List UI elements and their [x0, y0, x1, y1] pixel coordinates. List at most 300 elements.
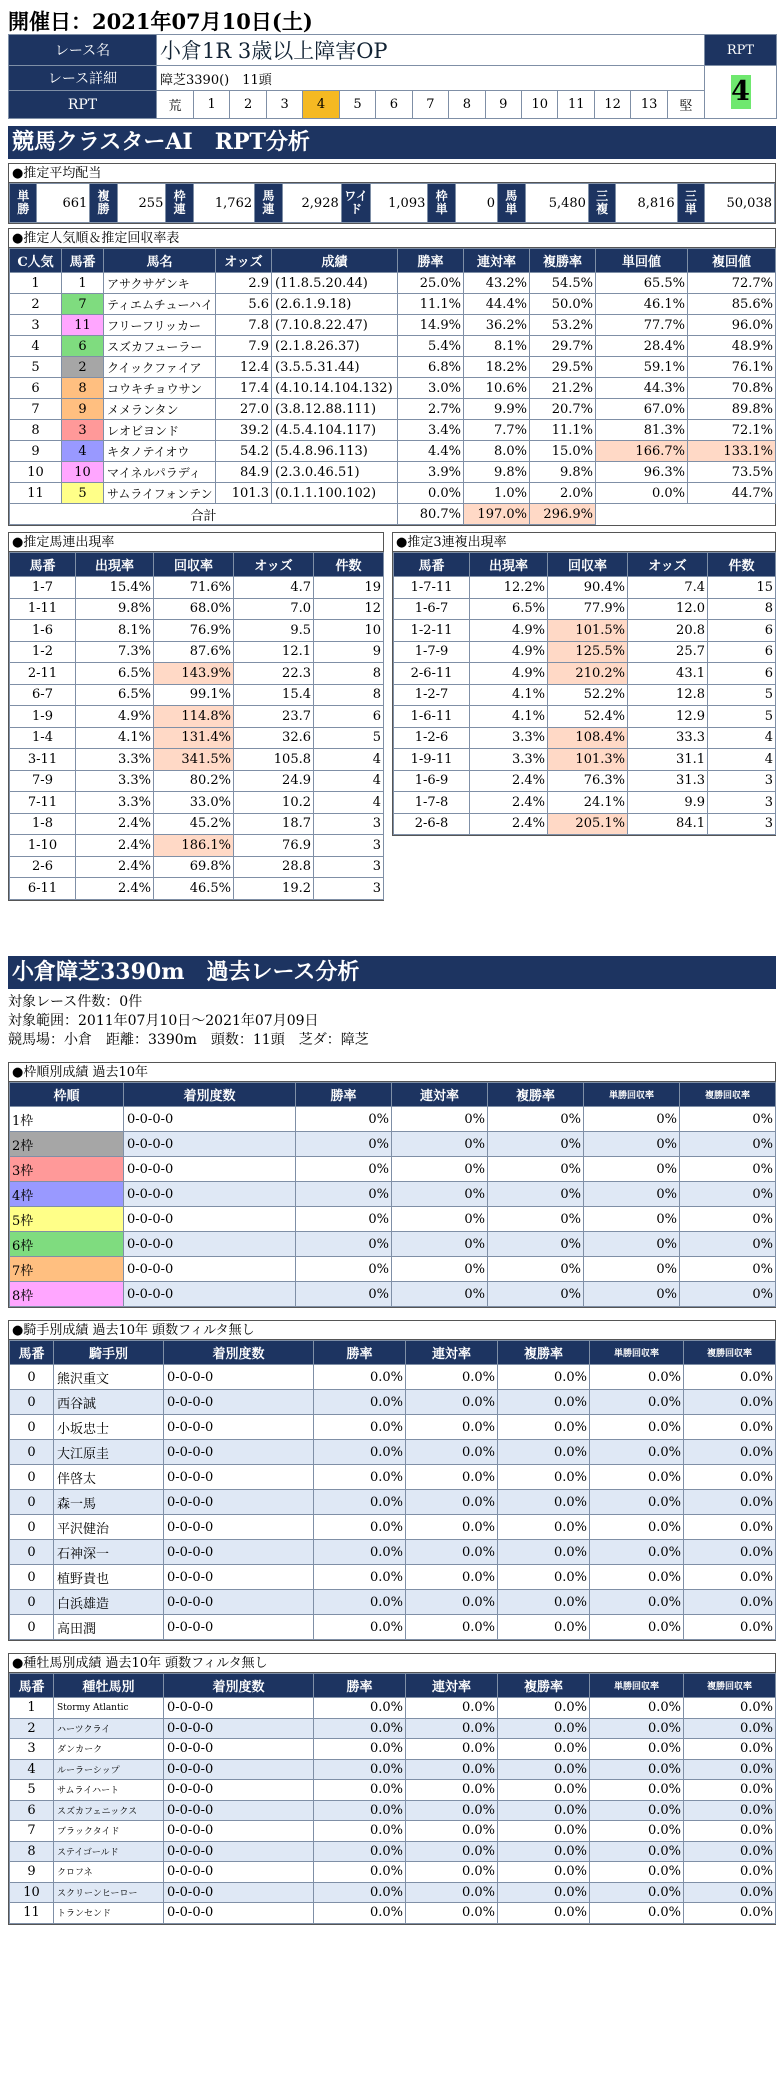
waku-cell: 2枠 — [10, 1132, 124, 1157]
stat-cell: 0.0% — [590, 1698, 684, 1719]
combo-cell: 205.1% — [548, 813, 628, 835]
combo-row — [10, 749, 384, 771]
column-header: 件数 — [708, 553, 776, 577]
column-header: C人気 — [10, 249, 62, 273]
rpt-label: RPT — [9, 91, 157, 119]
popularity-cell: 77.7% — [596, 315, 688, 336]
stat-cell: 0.0% — [406, 1841, 498, 1862]
waku-cell: 0% — [680, 1207, 776, 1232]
combo-cell: 9.5 — [234, 620, 314, 642]
column-header: 単勝回収率 — [590, 1674, 684, 1698]
combo-cell: 8 — [314, 663, 384, 685]
combo-cell: 24.9 — [234, 770, 314, 792]
column-header: 種牡馬別 — [54, 1674, 164, 1698]
popularity-row — [10, 462, 776, 483]
stat-cell: ダンカーク — [54, 1739, 164, 1760]
waku-cell: 0% — [296, 1107, 392, 1132]
popularity-table — [9, 248, 776, 525]
combo-cell: 76.9 — [234, 835, 314, 857]
popularity-cell: 7.9 — [216, 336, 272, 357]
stat-cell: 0.0% — [314, 1540, 406, 1565]
stat-cell: 0.0% — [684, 1565, 776, 1590]
combo-cell: 2-6-8 — [394, 813, 470, 835]
popularity-cell: 7 — [62, 294, 104, 315]
rpt-cell: 2 — [230, 91, 266, 118]
combo-row — [10, 856, 384, 878]
stat-cell: 0.0% — [314, 1465, 406, 1490]
combo-cell: 3.3% — [76, 792, 154, 814]
stat-cell: 0.0% — [590, 1780, 684, 1801]
stat-cell: 0.0% — [684, 1490, 776, 1515]
popularity-cell: 85.6% — [688, 294, 776, 315]
stat-cell: 0 — [10, 1365, 54, 1390]
payout-key: 馬単 — [498, 184, 525, 223]
info-course: 競馬場：小倉 距離：3390m 頭数：11頭 芝ダ：障芝 — [8, 1032, 369, 1048]
stat-cell: 0.0% — [498, 1415, 590, 1440]
waku-cell: 0% — [488, 1107, 584, 1132]
stat-row — [10, 1590, 776, 1615]
combo-row — [394, 792, 776, 814]
column-header: 馬番 — [10, 1341, 54, 1365]
rpt-value: 4 — [731, 76, 750, 107]
stat-cell: 0.0% — [406, 1903, 498, 1924]
rpt-box-label: RPT — [705, 35, 777, 66]
combo-cell: 2.4% — [76, 813, 154, 835]
column-header: 単回値 — [596, 249, 688, 273]
popularity-cell: 73.5% — [688, 462, 776, 483]
stat-cell: ブラックタイド — [54, 1821, 164, 1842]
combo-cell: 23.7 — [234, 706, 314, 728]
popularity-cell: 3 — [62, 420, 104, 441]
stat-row — [10, 1862, 776, 1883]
popularity-cell: 48.9% — [688, 336, 776, 357]
stat-cell: 0-0-0-0 — [164, 1862, 314, 1883]
waku-cell: 0-0-0-0 — [124, 1207, 296, 1232]
stat-cell: 0-0-0-0 — [164, 1903, 314, 1924]
combo-cell: 3 — [314, 835, 384, 857]
combo-cell: 76.3% — [548, 770, 628, 792]
waku-table — [9, 1082, 776, 1307]
combo-cell: 6 — [708, 620, 776, 642]
stat-cell: 0.0% — [406, 1515, 498, 1540]
popularity-cell: 21.2% — [530, 378, 596, 399]
combo-cell: 45.2% — [154, 813, 234, 835]
combo-cell: 3 — [708, 770, 776, 792]
combo-cell: 114.8% — [154, 706, 234, 728]
popularity-row — [10, 315, 776, 336]
waku-cell: 3枠 — [10, 1157, 124, 1182]
column-header: 複勝回収率 — [684, 1341, 776, 1365]
popularity-cell: 29.7% — [530, 336, 596, 357]
stat-cell: 0.0% — [498, 1698, 590, 1719]
stat-cell: 0.0% — [590, 1490, 684, 1515]
stat-row — [10, 1800, 776, 1821]
combo-cell: 186.1% — [154, 835, 234, 857]
stat-cell: 0.0% — [590, 1440, 684, 1465]
popularity-cell: 96.0% — [688, 315, 776, 336]
popularity-cell: (5.4.8.96.113) — [272, 441, 398, 462]
waku-cell: 6枠 — [10, 1232, 124, 1257]
combo-cell: 1-7-9 — [394, 641, 470, 663]
stat-cell: スクリーンヒーロー — [54, 1882, 164, 1903]
popularity-cell: キタノテイオウ — [104, 441, 216, 462]
stat-cell: 0.0% — [314, 1759, 406, 1780]
stat-cell: 0-0-0-0 — [164, 1821, 314, 1842]
waku-row — [10, 1282, 776, 1307]
popularity-cell: 4.4% — [398, 441, 464, 462]
combo-cell: 1-2-7 — [394, 684, 470, 706]
stat-cell: ステイゴールド — [54, 1841, 164, 1862]
stat-cell: 0.0% — [406, 1882, 498, 1903]
combo-cell: 52.4% — [548, 706, 628, 728]
popularity-row — [10, 273, 776, 294]
stat-cell: 0.0% — [498, 1440, 590, 1465]
popularity-cell: (2.6.1.9.18) — [272, 294, 398, 315]
popularity-row — [10, 378, 776, 399]
stat-cell: 0.0% — [498, 1862, 590, 1883]
waku-row — [10, 1182, 776, 1207]
popularity-cell: 43.2% — [464, 273, 530, 294]
umaren-box — [8, 532, 384, 901]
stat-cell: 0-0-0-0 — [164, 1540, 314, 1565]
stat-cell: 0.0% — [314, 1440, 406, 1465]
total-cell: 80.7% — [398, 504, 464, 525]
column-header: 連対率 — [406, 1341, 498, 1365]
combo-cell: 4 — [708, 727, 776, 749]
stat-cell: 0-0-0-0 — [164, 1490, 314, 1515]
combo-row — [10, 813, 384, 835]
popularity-cell: 27.0 — [216, 399, 272, 420]
combo-cell: 31.3 — [628, 770, 708, 792]
stat-cell: 0.0% — [406, 1739, 498, 1760]
stat-cell: スズカフェニックス — [54, 1800, 164, 1821]
popularity-row — [10, 420, 776, 441]
waku-cell: 0% — [584, 1282, 680, 1307]
waku-cell: 0% — [488, 1182, 584, 1207]
combo-row — [10, 792, 384, 814]
combo-row — [394, 577, 776, 599]
combo-cell: 99.1% — [154, 684, 234, 706]
combo-cell: 101.3% — [548, 749, 628, 771]
column-header: 勝率 — [314, 1674, 406, 1698]
popularity-cell: 10 — [10, 462, 62, 483]
waku-cell: 0% — [488, 1207, 584, 1232]
stat-cell: 0-0-0-0 — [164, 1465, 314, 1490]
combo-row — [10, 620, 384, 642]
popularity-cell: 3.0% — [398, 378, 464, 399]
waku-cell: 0-0-0-0 — [124, 1182, 296, 1207]
column-header: 馬番 — [394, 553, 470, 577]
payout-key: 馬連 — [255, 184, 282, 223]
popularity-cell: 29.5% — [530, 357, 596, 378]
total-empty — [596, 504, 776, 525]
stat-cell: 0.0% — [684, 1415, 776, 1440]
popularity-cell: 9 — [10, 441, 62, 462]
stat-cell: 0.0% — [684, 1718, 776, 1739]
waku-cell: 0% — [392, 1257, 488, 1282]
stat-cell: 0-0-0-0 — [164, 1515, 314, 1540]
stat-row — [10, 1440, 776, 1465]
popularity-cell: (0.1.1.100.102) — [272, 483, 398, 504]
column-header: 複勝回収率 — [680, 1083, 776, 1107]
combo-cell: 9 — [314, 641, 384, 663]
stat-cell: 0.0% — [314, 1718, 406, 1739]
combo-cell: 2.4% — [470, 770, 548, 792]
column-header: 成績 — [272, 249, 398, 273]
waku-cell: 0% — [680, 1257, 776, 1282]
popularity-cell: 2.7% — [398, 399, 464, 420]
waku-cell: 0% — [680, 1107, 776, 1132]
stat-cell: 0.0% — [406, 1718, 498, 1739]
popularity-cell: 12.4 — [216, 357, 272, 378]
stat-row — [10, 1821, 776, 1842]
payout-key: 複勝 — [90, 184, 117, 223]
combo-row — [394, 641, 776, 663]
stat-cell: 5 — [10, 1780, 54, 1801]
popularity-cell: (3.5.5.31.44) — [272, 357, 398, 378]
popularity-cell: 36.2% — [464, 315, 530, 336]
popularity-title: ●推定人気順＆推定回収率表 — [9, 229, 775, 248]
combo-cell: 6 — [708, 663, 776, 685]
waku-row — [10, 1132, 776, 1157]
combo-cell: 2-6-11 — [394, 663, 470, 685]
stat-cell: 0.0% — [590, 1862, 684, 1883]
combo-row — [394, 749, 776, 771]
popularity-row — [10, 357, 776, 378]
stat-cell: サムライハート — [54, 1780, 164, 1801]
stat-cell: 0.0% — [684, 1698, 776, 1719]
column-header: 回収率 — [548, 553, 628, 577]
stat-row — [10, 1565, 776, 1590]
waku-cell: 0% — [488, 1282, 584, 1307]
payout-value: 2,928 — [282, 184, 341, 223]
waku-cell: 0% — [584, 1107, 680, 1132]
stat-cell: 0.0% — [684, 1780, 776, 1801]
popularity-box — [8, 228, 776, 526]
waku-cell: 0% — [296, 1257, 392, 1282]
rpt-cell: 1 — [193, 91, 229, 118]
waku-cell: 0% — [296, 1232, 392, 1257]
stat-row — [10, 1415, 776, 1440]
stat-cell: 0.0% — [590, 1590, 684, 1615]
combo-cell: 1-7-8 — [394, 792, 470, 814]
popularity-cell: 72.7% — [688, 273, 776, 294]
combo-cell: 2.4% — [470, 813, 548, 835]
popularity-cell: 81.3% — [596, 420, 688, 441]
umaren-table — [9, 552, 384, 900]
combo-cell: 15 — [708, 577, 776, 599]
stat-cell: 0.0% — [406, 1780, 498, 1801]
stat-row — [10, 1540, 776, 1565]
combo-cell: 4.9% — [470, 663, 548, 685]
stat-cell: 0.0% — [314, 1862, 406, 1883]
stat-cell: ルーラーシップ — [54, 1759, 164, 1780]
combo-cell: 4 — [314, 792, 384, 814]
waku-cell: 0% — [488, 1257, 584, 1282]
stat-cell: 0-0-0-0 — [164, 1565, 314, 1590]
stat-cell: 0.0% — [406, 1490, 498, 1515]
column-header: 複勝率 — [530, 249, 596, 273]
waku-cell: 0-0-0-0 — [124, 1132, 296, 1157]
stat-cell: 熊沢重文 — [54, 1365, 164, 1390]
combo-cell: 1-2 — [10, 641, 76, 663]
waku-cell: 0% — [488, 1157, 584, 1182]
combo-row — [394, 706, 776, 728]
rpt-scale — [157, 91, 705, 119]
popularity-cell: 2.0% — [530, 483, 596, 504]
popularity-cell: 7.8 — [216, 315, 272, 336]
stat-cell: 0 — [10, 1615, 54, 1640]
popularity-cell: コウキチョウサン — [104, 378, 216, 399]
waku-cell: 0% — [584, 1232, 680, 1257]
stat-cell: 0.0% — [314, 1590, 406, 1615]
combo-cell: 31.1 — [628, 749, 708, 771]
stat-cell: 0 — [10, 1565, 54, 1590]
combo-cell: 6.5% — [470, 598, 548, 620]
waku-title: ●枠順別成績 過去10年 — [9, 1063, 775, 1082]
stat-cell: トランセンド — [54, 1903, 164, 1924]
popularity-cell: 1 — [62, 273, 104, 294]
popularity-row — [10, 336, 776, 357]
payout-key: 三複 — [588, 184, 615, 223]
stat-cell: 0.0% — [314, 1780, 406, 1801]
combo-cell: 68.0% — [154, 598, 234, 620]
combo-cell: 6-7 — [10, 684, 76, 706]
stat-cell: 3 — [10, 1739, 54, 1760]
rpt-cell: 7 — [412, 91, 448, 118]
stat-cell: 0.0% — [498, 1490, 590, 1515]
popularity-cell: 6.8% — [398, 357, 464, 378]
stat-cell: 0.0% — [684, 1903, 776, 1924]
popularity-cell: 59.1% — [596, 357, 688, 378]
waku-cell: 0% — [296, 1132, 392, 1157]
combo-cell: 3 — [314, 856, 384, 878]
popularity-cell: 54.5% — [530, 273, 596, 294]
stat-cell: 0.0% — [314, 1882, 406, 1903]
race-date: 開催日：2021年07月10日(土) — [8, 9, 313, 34]
payout-table — [9, 183, 775, 223]
combo-cell: 46.5% — [154, 878, 234, 900]
popularity-cell: 11.1% — [530, 420, 596, 441]
popularity-cell: 53.2% — [530, 315, 596, 336]
popularity-cell: クイックファイア — [104, 357, 216, 378]
stat-cell: 0.0% — [498, 1365, 590, 1390]
combo-cell: 1-6-7 — [394, 598, 470, 620]
combo-cell: 8.1% — [76, 620, 154, 642]
section-title-rpt: 競馬クラスターAI RPT分析 — [8, 126, 776, 159]
popularity-row — [10, 483, 776, 504]
column-header: 馬名 — [104, 249, 216, 273]
column-header: 複回値 — [688, 249, 776, 273]
stat-cell: 0.0% — [590, 1565, 684, 1590]
stat-row — [10, 1615, 776, 1640]
stat-cell: 0 — [10, 1465, 54, 1490]
column-header: 馬番 — [10, 1674, 54, 1698]
column-header: 複勝率 — [488, 1083, 584, 1107]
stat-cell: 0-0-0-0 — [164, 1615, 314, 1640]
combo-row — [10, 835, 384, 857]
waku-cell: 0% — [584, 1257, 680, 1282]
popularity-cell: 10 — [62, 462, 104, 483]
combo-cell: 20.8 — [628, 620, 708, 642]
popularity-cell: 84.9 — [216, 462, 272, 483]
stat-cell: 植野貴也 — [54, 1565, 164, 1590]
combo-cell: 12.2% — [470, 577, 548, 599]
combo-cell: 4.7 — [234, 577, 314, 599]
waku-cell: 7枠 — [10, 1257, 124, 1282]
combo-cell: 90.4% — [548, 577, 628, 599]
stat-cell: 0.0% — [498, 1780, 590, 1801]
combo-cell: 3.3% — [470, 749, 548, 771]
combo-cell: 15.4% — [76, 577, 154, 599]
popularity-cell: 3.4% — [398, 420, 464, 441]
combo-cell: 5 — [314, 727, 384, 749]
combo-cell: 87.6% — [154, 641, 234, 663]
popularity-cell: 67.0% — [596, 399, 688, 420]
popularity-cell: サムライフォンテン — [104, 483, 216, 504]
combo-cell: 6 — [708, 641, 776, 663]
stat-cell: 0.0% — [314, 1739, 406, 1760]
payout-box — [8, 163, 776, 224]
popularity-cell: 9.8% — [530, 462, 596, 483]
combo-area — [8, 532, 776, 944]
popularity-cell: 8 — [62, 378, 104, 399]
waku-row — [10, 1207, 776, 1232]
popularity-cell: フリーフリッカー — [104, 315, 216, 336]
combo-row — [394, 620, 776, 642]
combo-cell: 101.5% — [548, 620, 628, 642]
total-cell: 197.0% — [464, 504, 530, 525]
popularity-total-row — [10, 504, 776, 525]
analysis-info — [8, 989, 776, 1050]
stat-cell: 0.0% — [684, 1615, 776, 1640]
stat-cell: 0.0% — [314, 1390, 406, 1415]
combo-cell: 71.6% — [154, 577, 234, 599]
popularity-cell: 25.0% — [398, 273, 464, 294]
combo-cell: 6.5% — [76, 663, 154, 685]
waku-cell: 0% — [488, 1232, 584, 1257]
popularity-cell: 54.2 — [216, 441, 272, 462]
jockey-box — [8, 1320, 776, 1641]
combo-cell: 15.4 — [234, 684, 314, 706]
column-header: 出現率 — [76, 553, 154, 577]
popularity-row — [10, 441, 776, 462]
waku-box — [8, 1062, 776, 1308]
popularity-cell: 133.1% — [688, 441, 776, 462]
combo-cell: 4.9% — [470, 641, 548, 663]
payout-value: 5,480 — [525, 184, 588, 223]
combo-cell: 8 — [314, 684, 384, 706]
stat-cell: 0-0-0-0 — [164, 1780, 314, 1801]
stat-cell: 2 — [10, 1718, 54, 1739]
stat-row — [10, 1490, 776, 1515]
stat-cell: 0.0% — [684, 1590, 776, 1615]
info-race-count: 対象レース件数：0件 — [8, 994, 143, 1010]
column-header: 着別度数 — [124, 1083, 296, 1107]
section-title-past: 小倉障芝3390m 過去レース分析 — [8, 956, 776, 989]
stat-cell: 0 — [10, 1440, 54, 1465]
waku-cell: 0% — [296, 1157, 392, 1182]
jockey-table — [9, 1340, 776, 1640]
popularity-cell: 96.3% — [596, 462, 688, 483]
stat-row — [10, 1465, 776, 1490]
stat-cell: 0.0% — [406, 1759, 498, 1780]
stat-cell: ハーツクライ — [54, 1718, 164, 1739]
stat-cell: 0-0-0-0 — [164, 1365, 314, 1390]
popularity-cell: 72.1% — [688, 420, 776, 441]
popularity-cell: 8.0% — [464, 441, 530, 462]
stat-row — [10, 1739, 776, 1760]
